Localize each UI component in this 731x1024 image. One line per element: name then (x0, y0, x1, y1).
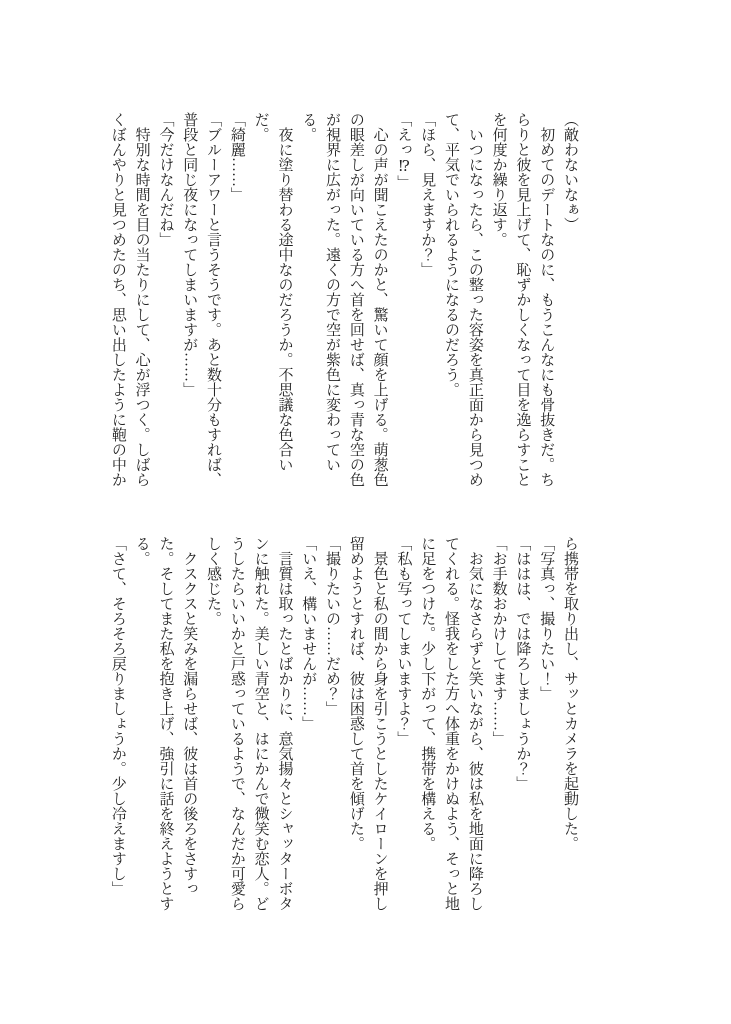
text-block-lower (105, 536, 581, 911)
paragraph: 心の声が聞こえたのかと、驚いて顔を上げる。萌葱色の眼差しが向いている方へ首を回せば、真っ青な空の色が視界に広がった。遠くの方で空が紫色に変わっている。 (300, 112, 388, 487)
paragraph: お気になさらずと笑いながら、彼は私を地面に降ろしてくれる。怪我をした方へ体重をかけぬよう、そっと地に足をつけた。少し下がって、携帯を構える。 (419, 536, 483, 911)
paragraph: 景色と私の間から身を引こうとしたケイローンを押し留めようとすれば、彼は困惑して首を傾げた。 (347, 536, 388, 911)
paragraph: 「さて、そろそろ戻りましょうか。少し冷えますし」 (109, 536, 126, 896)
paragraph: 言質は取ったとばかりに、意気揚々とシャッターボタンに触れた。美しい青空と、はにかんで微笑む恋人。どうしたらいいかと戸惑っているようで、なんだか可愛らしく感じた。 (205, 536, 293, 911)
paragraph: 「綺麗……」 (228, 112, 245, 202)
paragraph: 「お手数おかけしてます……」 (490, 536, 507, 746)
paragraph: 「ブルーアワーと言うそうです。あと数十分もすれば、普段と同じ夜になってしまいますが……」 (181, 112, 222, 487)
paragraph: 「えっ⁉」 (395, 112, 412, 190)
paragraph: 「撮りたいの……だめ？」 (324, 536, 341, 716)
paragraph: 夜に塗り替わる途中なのだろうか。不思議な色合いだ。 (252, 112, 293, 472)
text-block-upper (105, 112, 581, 487)
paragraph: 初めてのデートなのに、もうこんなにも骨抜きだ。ちらりと彼を見上げて、恥ずかしくなって目を逸らすことを何度か繰り返す。 (490, 112, 555, 487)
paragraph: ら携帯を取り出し、サッとカメラを起動した。 (562, 536, 578, 851)
paragraph: 「写真っ、撮りたい！」 (538, 536, 555, 701)
paragraph: 「今だけなんだね」 (157, 112, 174, 247)
paragraph: （敵わないなぁ） (562, 112, 578, 232)
paragraph: いつになったら、この整った容姿を真正面から見つめて、平気でいられるようになるのだろう。 (443, 112, 483, 487)
paragraph: 「いえ、構いませんが……」 (300, 536, 317, 731)
paragraph: 「ほら、見えますか？」 (419, 112, 436, 277)
paragraph: クスクスと笑みを漏らせば、彼は首の後ろをさすった。そしてまた私を抱き上げ、強引に話を終えようとする。 (133, 536, 198, 911)
paragraph: 特別な時間を目の当たりにして、心が浮つく。しばらくぼんやりと見つめたのち、思い出したように鞄の中か (109, 112, 150, 487)
paragraph: 「私も写ってしまいますよ？」 (395, 536, 412, 746)
paragraph: 「ははは、では降ろしましょうか？」 (514, 536, 531, 791)
